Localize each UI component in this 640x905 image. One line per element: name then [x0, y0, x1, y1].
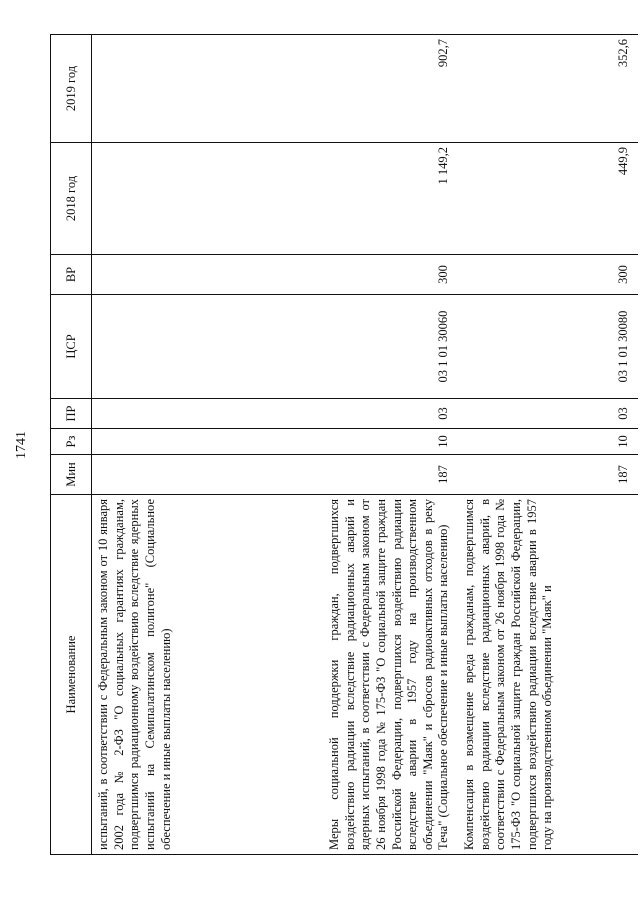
row-min: 187	[252, 455, 458, 495]
header-2019: 2019 год	[51, 35, 92, 143]
row-pr	[92, 399, 253, 429]
header-csr: ЦСР	[51, 295, 92, 399]
row-2018: 449,9	[458, 143, 638, 255]
table-row	[92, 35, 253, 855]
row-vr: 300	[252, 255, 458, 295]
header-name: Наименование	[51, 495, 92, 855]
row-csr	[92, 295, 253, 399]
table-row	[252, 35, 458, 855]
header-min: Мин	[51, 455, 92, 495]
row-pr: 03	[252, 399, 458, 429]
header-row	[51, 35, 92, 855]
row-csr: 03 1 01 30080	[458, 295, 638, 399]
row-rz: 10	[458, 429, 638, 455]
row-vr	[92, 255, 253, 295]
rotated-page	[14, 35, 631, 855]
table-row	[458, 35, 638, 855]
header-2018: 2018 год	[51, 143, 92, 255]
header-rz: Рз	[51, 429, 92, 455]
page-number: 1741	[14, 431, 29, 459]
row-csr: 03 1 01 30060	[252, 295, 458, 399]
row-min	[92, 455, 253, 495]
row-name: Меры социальной поддержки граждан, подвергшихся воздействию радиации вследствие радиационных аварий и ядерных испытаний, в соответствии с Федеральным законом от 26 ноября 1998 года № 175-ФЗ "О социальной защите граждан Российской Федерации, подвергшихся воздействию радиации вследствие аварии в 1957 году на производственном объединении "Маяк" и сбросов радиоактивных отходов в реку Теча" (Социальное обеспечение и иные выплаты населению)	[252, 495, 458, 855]
row-2018: 1 149,2	[252, 143, 458, 255]
row-name: Компенсация в возмещение вреда гражданам, подвергшимся воздействию радиации вследствие радиационных аварий, в соответствии с Федеральным законом от 26 ноября 1998 года № 175-ФЗ "О социальной защите граждан Российской Федерации, подвергшихся воздействию радиации вследствие аварии в 1957 году на производственном объединении "Маяк" и	[458, 495, 638, 855]
row-rz: 10	[252, 429, 458, 455]
row-2019	[92, 35, 253, 143]
row-vr: 300	[458, 255, 638, 295]
row-pr: 03	[458, 399, 638, 429]
row-name: испытаний, в соответствии с Федеральным законом от 10 января 2002 года № 2-ФЗ "О социальных гарантиях гражданам, подвергшимся радиационному воздействию вследствие ядерных испытаний на Семипалатинском полигоне" (Социальное обеспечение и иные выплаты населению)	[92, 495, 253, 855]
row-2019: 352,6	[458, 35, 638, 143]
row-rz	[92, 429, 253, 455]
budget-table	[50, 34, 638, 855]
row-2019: 902,7	[252, 35, 458, 143]
header-pr: ПР	[51, 399, 92, 429]
header-vr: ВР	[51, 255, 92, 295]
row-min: 187	[458, 455, 638, 495]
row-2018	[92, 143, 253, 255]
